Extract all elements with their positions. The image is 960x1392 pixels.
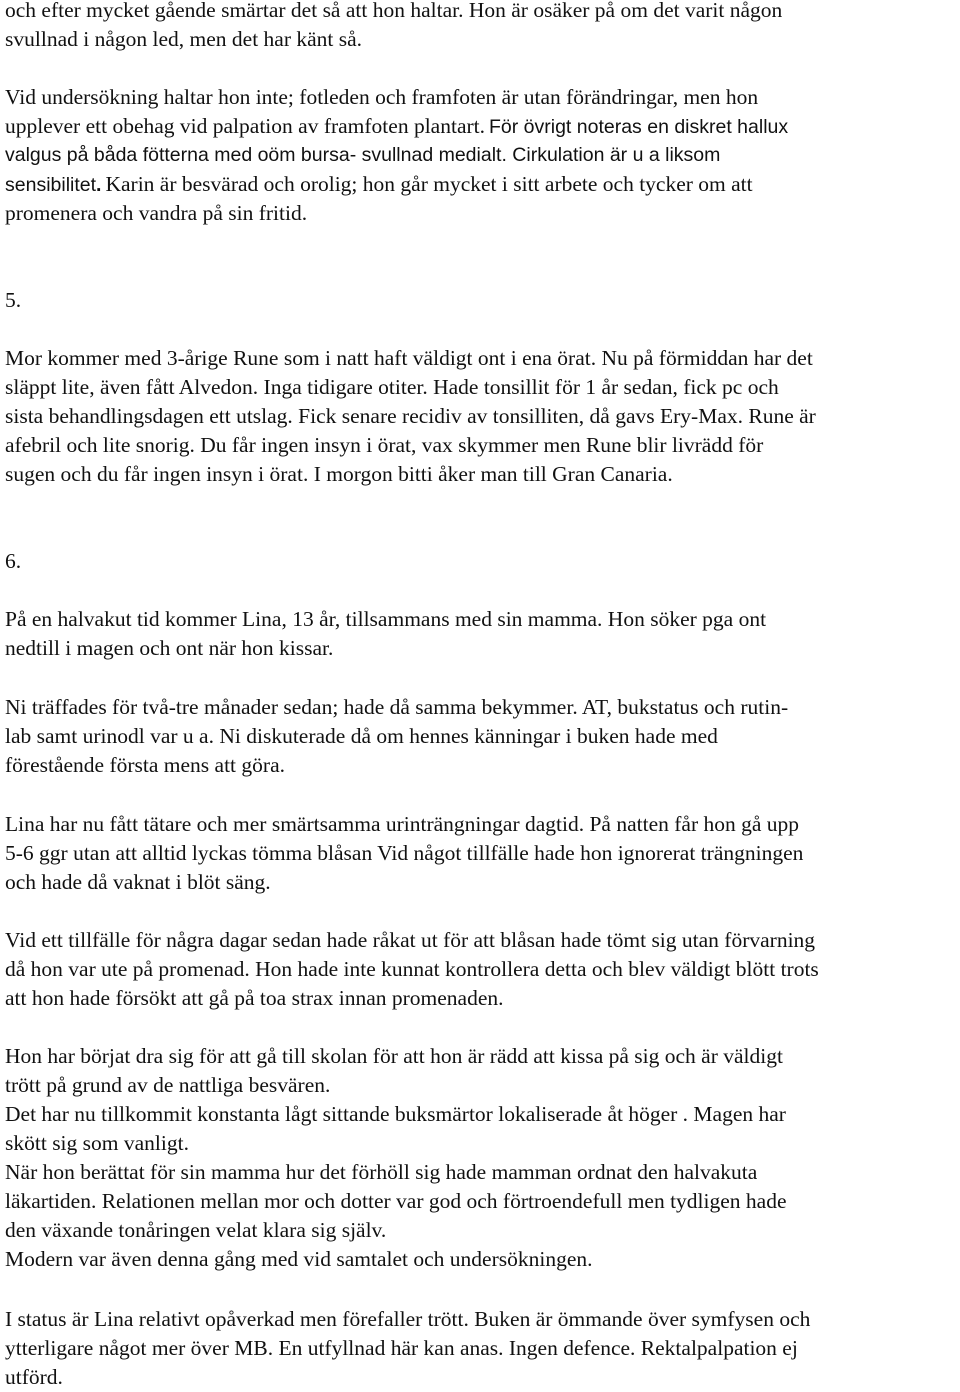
case6-paragraph5-line4: skött sig som vanligt. (5, 1131, 189, 1155)
case5-line4: afebril och lite snorig. Du får ingen insyn i örat, vax skymmer men Rune blir livrädd för (5, 433, 764, 457)
case4-paragraph2-line4-period: . (96, 174, 102, 196)
case4-paragraph1-line1: och efter mycket gående smärtar det så att hon haltar. Hon är osäker på om det varit någon (5, 0, 783, 22)
case4-paragraph2-line1: Vid undersökning haltar hon inte; fotleden och framfoten är utan förändringar, men hon (5, 85, 759, 109)
case6-paragraph5-line2: trött på grund av de nattliga besvären. (5, 1073, 331, 1097)
case4-paragraph2-line3 (5, 141, 720, 170)
case4-paragraph2-line3-b: Cirkulation är u a liksom (512, 144, 721, 166)
case4-paragraph2-line4-a: sensibilitet (5, 174, 97, 196)
case6-paragraph1-line2: nedtill i magen och ont när hon kissar. (5, 636, 334, 660)
case6-number: 6. (5, 549, 22, 573)
case6-paragraph5-line3: Det har nu tillkommit konstanta lågt sittande buksmärtor lokaliserade åt höger . Magen har (5, 1102, 786, 1126)
case6-paragraph2-line3: förestående första mens att göra. (5, 753, 285, 777)
case5-line1: Mor kommer med 3-årige Rune som i natt haft väldigt ont i ena örat. Nu på förmiddan har det (5, 346, 813, 370)
case6-paragraph5-line7: den växande tonåringen velat klara sig själv. (5, 1218, 387, 1242)
case4-paragraph1-line2: svullnad i någon led, men det har känt så. (5, 27, 363, 51)
case4-paragraph2-line3-a: valgus på båda fötterna med oöm bursa- svullnad medialt. (5, 144, 507, 166)
case6-paragraph5-line1: Hon har börjat dra sig för att gå till skolan för att hon är rädd att kissa på sig och är väldigt (5, 1044, 783, 1068)
case6-paragraph6-line2: ytterligare något mer över MB. En utfyllnad här kan anas. Ingen defence. Rektalpalpation ej (5, 1336, 798, 1360)
case6-paragraph1-line1: På en halvakut tid kommer Lina, 13 år, tillsammans med sin mamma. Hon söker pga ont (5, 607, 767, 631)
case4-paragraph2-line4 (5, 170, 753, 199)
case6-paragraph5-line8: Modern var även denna gång med vid samtalet och undersökningen. (5, 1247, 593, 1271)
case6-paragraph5-line6: läkartiden. Relationen mellan mor och dotter var god och förtroendefull men tydligen hade (5, 1189, 787, 1213)
case5-line3: sista behandlingsdagen ett utslag. Fick senare recidiv av tonsilliten, då gavs Ery-Max. Rune är (5, 404, 816, 428)
case6-paragraph4-line2: då hon var ute på promenad. Hon hade inte kunnat kontrollera detta och blev väldigt blött trots (5, 957, 819, 981)
case6-paragraph6-line3: utförd. (5, 1365, 63, 1389)
case4-paragraph2-line5: promenera och vandra på sin fritid. (5, 201, 308, 225)
case6-paragraph3-line2: 5-6 ggr utan att alltid lyckas tömma blåsan Vid något tillfälle hade hon ignorerat trängningen (5, 841, 804, 865)
case4-paragraph2-line2-serif: upplever ett obehag vid palpation av framfoten plantart. (5, 114, 485, 138)
case6-paragraph5-line5: När hon berättat för sin mamma hur det förhöll sig hade mamman ordnat den halvakuta (5, 1160, 758, 1184)
case6-paragraph3-line3: och hade då vaknat i blöt säng. (5, 870, 271, 894)
case6-paragraph6-line1: I status är Lina relativt opåverkad men förefaller trött. Buken är ömmande över symfysen och (5, 1307, 811, 1331)
case6-paragraph2-line1: Ni träffades för två-tre månader sedan; hade då samma bekymmer. AT, bukstatus och rutin- (5, 695, 789, 719)
case6-paragraph4-line3: att hon hade försökt att gå på toa strax innan promenaden. (5, 986, 504, 1010)
case6-paragraph4-line1: Vid ett tillfälle för några dagar sedan hade råkat ut för att blåsan hade tömt sig utan förvarning (5, 928, 816, 952)
case5-number: 5. (5, 288, 22, 312)
case5-line5: sugen och du får ingen insyn i örat. I morgon bitti åker man till Gran Canaria. (5, 462, 673, 486)
case4-paragraph2-line2 (5, 112, 788, 141)
case5-line2: släppt lite, även fått Alvedon. Inga tidigare otiter. Hade tonsillit för 1 år sedan, fick pc och (5, 375, 779, 399)
case4-paragraph2-line4-b: Karin är besvärad och orolig; hon går mycket i sitt arbete och tycker om att (105, 172, 753, 196)
case4-paragraph2-line2-sans: För övrigt noteras en diskret hallux (489, 116, 789, 138)
case6-paragraph2-line2: lab samt urinodl var u a. Ni diskuterade då om hennes känningar i buken hade med (5, 724, 718, 748)
case6-paragraph3-line1: Lina har nu fått tätare och mer smärtsamma urinträngningar dagtid. På natten får hon gå upp (5, 812, 800, 836)
